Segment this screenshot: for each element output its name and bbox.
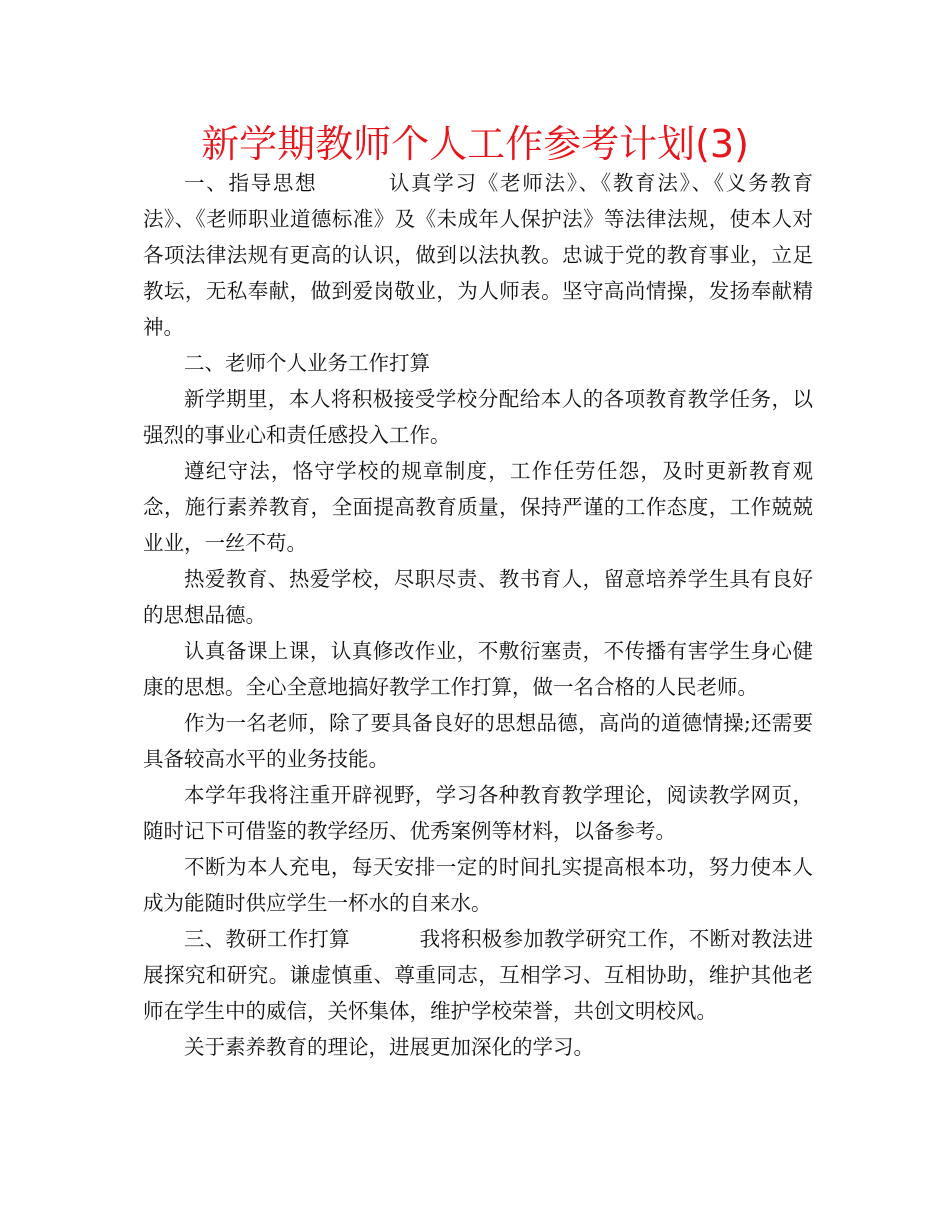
paragraph: 遵纪守法，恪守学校的规章制度，工作任劳任怨，及时更新教育观念，施行素养教育，全面提高教育质量，保持严谨的工作态度，工作兢兢业业，一丝不苟。 <box>143 459 813 555</box>
paragraph-research-plan <box>143 921 813 1029</box>
paragraph: 本学年我将注重开辟视野，学习各种教育教学理论，阅读教学网页，随时记下可借鉴的教学经历、优秀案例等材料，以备参考。 <box>143 783 813 843</box>
section-heading-1: 一、指导思想 <box>184 171 318 195</box>
section-heading-2: 二、老师个人业务工作打算 <box>184 351 430 375</box>
section-heading-3: 三、教研工作打算 <box>184 927 350 951</box>
document-title: 新学期教师个人工作参考计划(3) <box>201 122 749 166</box>
paragraph-text: 认真学习《老师法》、《教育法》、《义务教育法》、《老师职业道德标准》及《未成年人保护法》等法律法规，使本人对各项法律法规有更高的认识，做到以法执教。忠诚于党的教育事业，立足教坛，无私奉献，做到爱岗敬业，为人师表。坚守高尚情操，发扬奉献精神。 <box>143 171 814 339</box>
paragraph-guiding-thought <box>143 165 813 345</box>
paragraph: 认真备课上课，认真修改作业，不敷衍塞责，不传播有害学生身心健康的思想。全心全意地搞好教学工作打算，做一名合格的人民老师。 <box>143 639 813 699</box>
paragraph: 不断为本人充电，每天安排一定的时间扎实提高根本功，努力使本人成为能随时供应学生一杯水的自来水。 <box>143 855 813 915</box>
paragraph: 作为一名老师，除了要具备良好的思想品德，高尚的道德情操;还需要具备较高水平的业务技能。 <box>143 711 813 771</box>
paragraph: 新学期里，本人将积极接受学校分配给本人的各项教育教学任务，以强烈的事业心和责任感投入工作。 <box>143 387 813 447</box>
paragraph: 热爱教育、热爱学校，尽职尽责、教书育人，留意培养学生具有良好的思想品德。 <box>143 567 813 627</box>
paragraph-text: 我将积极参加教学研究工作，不断对教法进展探究和研究。谦虚慎重、尊重同志，互相学习、互相协助，维护其他老师在学生中的威信，关怀集体，维护学校荣誉，共创文明校风。 <box>143 927 814 1023</box>
document-body <box>143 165 813 1065</box>
paragraph: 关于素养教育的理论，进展更加深化的学习。 <box>184 1035 594 1059</box>
